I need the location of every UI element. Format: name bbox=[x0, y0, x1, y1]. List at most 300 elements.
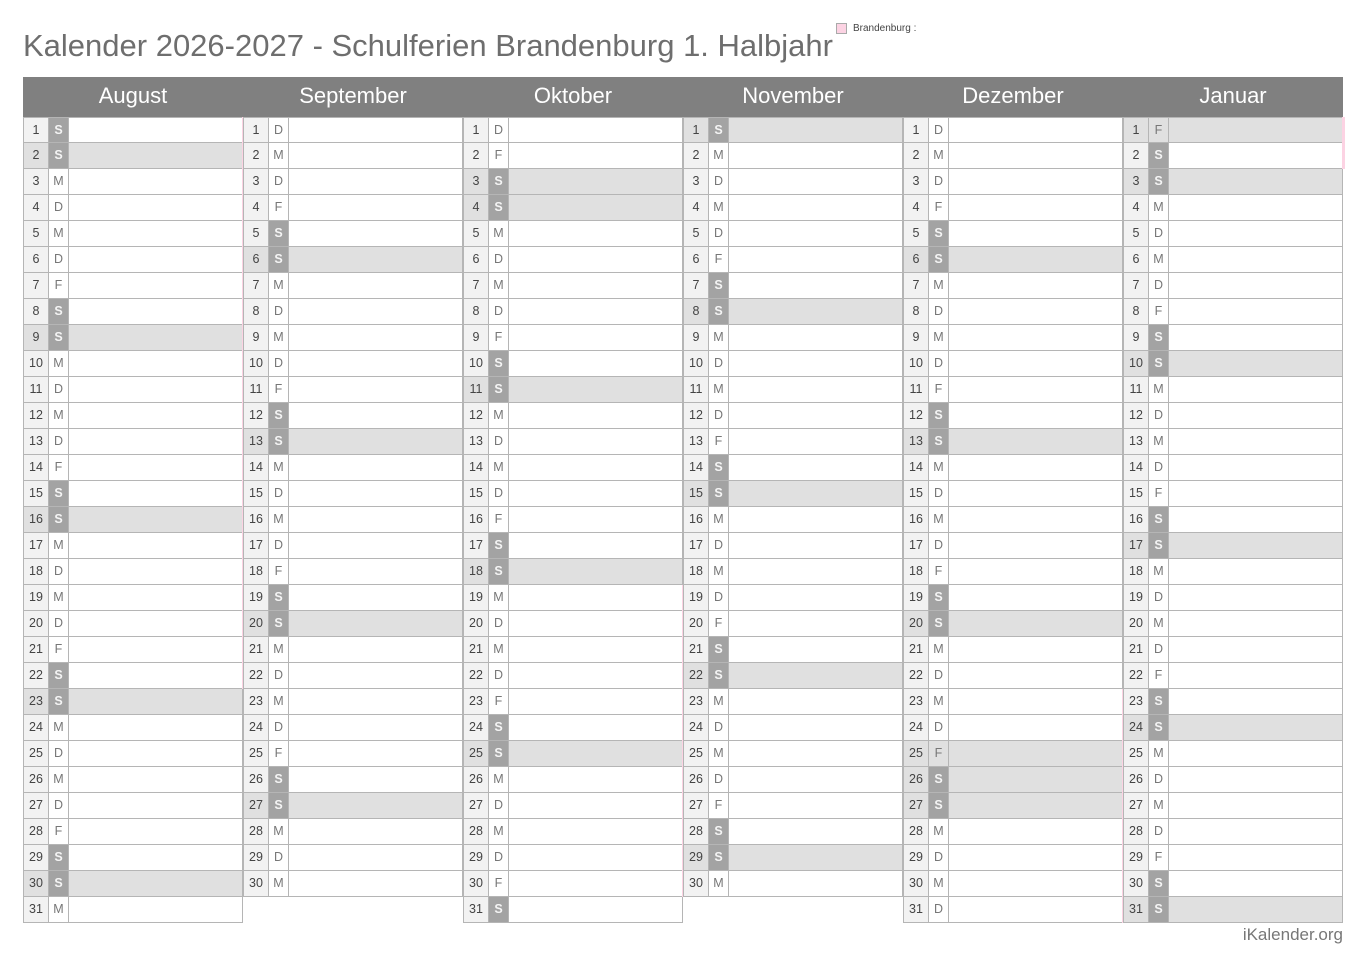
day-note-cell[interactable] bbox=[69, 741, 243, 766]
day-row[interactable] bbox=[903, 871, 1123, 897]
day-note-cell[interactable] bbox=[509, 377, 683, 402]
day-note-cell[interactable] bbox=[289, 195, 463, 220]
day-note-cell[interactable] bbox=[729, 689, 903, 714]
day-row[interactable] bbox=[903, 715, 1123, 741]
day-row[interactable] bbox=[463, 247, 683, 273]
day-row[interactable] bbox=[683, 273, 903, 299]
day-note-cell[interactable] bbox=[949, 169, 1123, 194]
day-note-cell[interactable] bbox=[1169, 507, 1343, 532]
day-row[interactable] bbox=[1123, 637, 1343, 663]
day-row[interactable] bbox=[463, 715, 683, 741]
day-note-cell[interactable] bbox=[69, 871, 243, 896]
day-note-cell[interactable] bbox=[1169, 247, 1343, 272]
day-row[interactable] bbox=[23, 195, 243, 221]
day-row[interactable] bbox=[243, 299, 463, 325]
day-row[interactable] bbox=[683, 169, 903, 195]
day-row[interactable] bbox=[23, 741, 243, 767]
day-note-cell[interactable] bbox=[1169, 481, 1343, 506]
day-row[interactable] bbox=[903, 793, 1123, 819]
day-row[interactable] bbox=[903, 767, 1123, 793]
day-row[interactable] bbox=[23, 533, 243, 559]
day-note-cell[interactable] bbox=[949, 819, 1123, 844]
day-note-cell[interactable] bbox=[509, 871, 683, 896]
day-note-cell[interactable] bbox=[289, 663, 463, 688]
day-row[interactable] bbox=[1123, 351, 1343, 377]
day-note-cell[interactable] bbox=[729, 793, 903, 818]
day-row[interactable] bbox=[23, 559, 243, 585]
day-note-cell[interactable] bbox=[949, 663, 1123, 688]
day-row[interactable] bbox=[463, 533, 683, 559]
day-note-cell[interactable] bbox=[289, 689, 463, 714]
day-note-cell[interactable] bbox=[1169, 533, 1343, 558]
day-row[interactable] bbox=[903, 325, 1123, 351]
day-row[interactable] bbox=[243, 273, 463, 299]
day-row[interactable] bbox=[1123, 247, 1343, 273]
day-row[interactable] bbox=[23, 481, 243, 507]
day-row[interactable] bbox=[903, 429, 1123, 455]
day-note-cell[interactable] bbox=[729, 585, 903, 610]
day-note-cell[interactable] bbox=[729, 767, 903, 792]
day-note-cell[interactable] bbox=[729, 611, 903, 636]
day-note-cell[interactable] bbox=[69, 429, 243, 454]
day-row[interactable] bbox=[243, 585, 463, 611]
day-note-cell[interactable] bbox=[69, 299, 243, 324]
day-note-cell[interactable] bbox=[69, 377, 243, 402]
day-row[interactable] bbox=[243, 767, 463, 793]
day-note-cell[interactable] bbox=[69, 559, 243, 584]
day-note-cell[interactable] bbox=[949, 118, 1123, 142]
day-row[interactable] bbox=[23, 871, 243, 897]
day-note-cell[interactable] bbox=[729, 663, 903, 688]
day-row[interactable] bbox=[243, 507, 463, 533]
day-row[interactable] bbox=[1123, 871, 1343, 897]
day-note-cell[interactable] bbox=[949, 143, 1123, 168]
day-row[interactable] bbox=[463, 767, 683, 793]
day-row[interactable] bbox=[23, 793, 243, 819]
day-note-cell[interactable] bbox=[729, 845, 903, 870]
day-note-cell[interactable] bbox=[949, 611, 1123, 636]
day-note-cell[interactable] bbox=[1169, 143, 1343, 168]
day-row[interactable] bbox=[243, 637, 463, 663]
day-row[interactable] bbox=[683, 819, 903, 845]
day-row[interactable] bbox=[23, 169, 243, 195]
day-note-cell[interactable] bbox=[949, 715, 1123, 740]
day-note-cell[interactable] bbox=[289, 169, 463, 194]
day-note-cell[interactable] bbox=[949, 689, 1123, 714]
day-note-cell[interactable] bbox=[289, 377, 463, 402]
day-note-cell[interactable] bbox=[949, 533, 1123, 558]
day-note-cell[interactable] bbox=[729, 819, 903, 844]
day-row[interactable] bbox=[23, 819, 243, 845]
day-row[interactable] bbox=[903, 897, 1123, 923]
day-row[interactable] bbox=[463, 377, 683, 403]
day-note-cell[interactable] bbox=[289, 247, 463, 272]
day-note-cell[interactable] bbox=[1169, 793, 1343, 818]
day-row[interactable] bbox=[463, 741, 683, 767]
day-row[interactable] bbox=[683, 871, 903, 897]
day-note-cell[interactable] bbox=[69, 325, 243, 350]
day-row[interactable] bbox=[1123, 299, 1343, 325]
day-note-cell[interactable] bbox=[729, 481, 903, 506]
day-note-cell[interactable] bbox=[289, 351, 463, 376]
day-row[interactable] bbox=[1123, 715, 1343, 741]
day-row[interactable] bbox=[1123, 117, 1343, 143]
day-row[interactable] bbox=[463, 585, 683, 611]
day-row[interactable] bbox=[903, 559, 1123, 585]
day-note-cell[interactable] bbox=[69, 611, 243, 636]
day-note-cell[interactable] bbox=[509, 637, 683, 662]
day-row[interactable] bbox=[1123, 507, 1343, 533]
day-row[interactable] bbox=[903, 533, 1123, 559]
day-row[interactable] bbox=[463, 143, 683, 169]
day-row[interactable] bbox=[463, 793, 683, 819]
day-row[interactable] bbox=[683, 637, 903, 663]
day-row[interactable] bbox=[463, 117, 683, 143]
day-note-cell[interactable] bbox=[69, 221, 243, 246]
day-row[interactable] bbox=[683, 351, 903, 377]
day-row[interactable] bbox=[243, 871, 463, 897]
day-row[interactable] bbox=[1123, 689, 1343, 715]
day-note-cell[interactable] bbox=[949, 767, 1123, 792]
day-row[interactable] bbox=[1123, 195, 1343, 221]
day-row[interactable] bbox=[23, 611, 243, 637]
day-row[interactable] bbox=[683, 793, 903, 819]
day-note-cell[interactable] bbox=[289, 221, 463, 246]
day-note-cell[interactable] bbox=[729, 143, 903, 168]
day-note-cell[interactable] bbox=[949, 559, 1123, 584]
day-row[interactable] bbox=[683, 429, 903, 455]
day-note-cell[interactable] bbox=[509, 325, 683, 350]
day-row[interactable] bbox=[243, 611, 463, 637]
day-note-cell[interactable] bbox=[729, 871, 903, 896]
day-note-cell[interactable] bbox=[69, 481, 243, 506]
day-note-cell[interactable] bbox=[1169, 325, 1343, 350]
day-row[interactable] bbox=[903, 637, 1123, 663]
day-note-cell[interactable] bbox=[509, 507, 683, 532]
day-row[interactable] bbox=[243, 533, 463, 559]
day-note-cell[interactable] bbox=[289, 481, 463, 506]
day-note-cell[interactable] bbox=[1169, 351, 1343, 376]
day-row[interactable] bbox=[903, 221, 1123, 247]
day-row[interactable] bbox=[243, 793, 463, 819]
day-note-cell[interactable] bbox=[1169, 767, 1343, 792]
day-row[interactable] bbox=[683, 299, 903, 325]
day-note-cell[interactable] bbox=[729, 559, 903, 584]
day-row[interactable] bbox=[683, 845, 903, 871]
day-row[interactable] bbox=[1123, 741, 1343, 767]
day-note-cell[interactable] bbox=[69, 689, 243, 714]
day-row[interactable] bbox=[463, 403, 683, 429]
day-row[interactable] bbox=[1123, 793, 1343, 819]
day-note-cell[interactable] bbox=[949, 507, 1123, 532]
day-row[interactable] bbox=[903, 351, 1123, 377]
day-row[interactable] bbox=[23, 351, 243, 377]
day-note-cell[interactable] bbox=[289, 533, 463, 558]
day-row[interactable] bbox=[903, 143, 1123, 169]
day-note-cell[interactable] bbox=[509, 663, 683, 688]
day-row[interactable] bbox=[683, 325, 903, 351]
day-note-cell[interactable] bbox=[69, 533, 243, 558]
day-row[interactable] bbox=[23, 221, 243, 247]
day-note-cell[interactable] bbox=[1169, 663, 1343, 688]
day-note-cell[interactable] bbox=[729, 325, 903, 350]
day-note-cell[interactable] bbox=[1169, 429, 1343, 454]
day-note-cell[interactable] bbox=[1169, 715, 1343, 740]
day-note-cell[interactable] bbox=[69, 247, 243, 272]
day-row[interactable] bbox=[23, 247, 243, 273]
day-row[interactable] bbox=[243, 715, 463, 741]
day-note-cell[interactable] bbox=[1169, 585, 1343, 610]
day-row[interactable] bbox=[903, 299, 1123, 325]
day-note-cell[interactable] bbox=[1169, 897, 1343, 922]
day-note-cell[interactable] bbox=[69, 455, 243, 480]
day-note-cell[interactable] bbox=[1169, 741, 1343, 766]
day-row[interactable] bbox=[1123, 169, 1343, 195]
day-note-cell[interactable] bbox=[509, 481, 683, 506]
day-row[interactable] bbox=[903, 845, 1123, 871]
day-note-cell[interactable] bbox=[729, 299, 903, 324]
day-note-cell[interactable] bbox=[69, 195, 243, 220]
day-row[interactable] bbox=[243, 377, 463, 403]
day-row[interactable] bbox=[683, 455, 903, 481]
day-row[interactable] bbox=[243, 663, 463, 689]
day-row[interactable] bbox=[243, 559, 463, 585]
day-note-cell[interactable] bbox=[69, 118, 243, 142]
day-row[interactable] bbox=[1123, 325, 1343, 351]
day-note-cell[interactable] bbox=[509, 793, 683, 818]
day-row[interactable] bbox=[463, 169, 683, 195]
day-row[interactable] bbox=[903, 819, 1123, 845]
day-note-cell[interactable] bbox=[509, 118, 683, 142]
day-note-cell[interactable] bbox=[509, 715, 683, 740]
day-note-cell[interactable] bbox=[289, 143, 463, 168]
day-note-cell[interactable] bbox=[729, 195, 903, 220]
day-note-cell[interactable] bbox=[949, 741, 1123, 766]
day-note-cell[interactable] bbox=[69, 143, 243, 168]
day-row[interactable] bbox=[23, 299, 243, 325]
day-row[interactable] bbox=[463, 871, 683, 897]
day-note-cell[interactable] bbox=[1169, 611, 1343, 636]
day-note-cell[interactable] bbox=[509, 403, 683, 428]
day-note-cell[interactable] bbox=[949, 793, 1123, 818]
day-row[interactable] bbox=[903, 663, 1123, 689]
day-row[interactable] bbox=[23, 455, 243, 481]
day-row[interactable] bbox=[683, 611, 903, 637]
day-note-cell[interactable] bbox=[1169, 845, 1343, 870]
day-row[interactable] bbox=[903, 481, 1123, 507]
day-note-cell[interactable] bbox=[729, 169, 903, 194]
day-note-cell[interactable] bbox=[1169, 403, 1343, 428]
day-note-cell[interactable] bbox=[509, 741, 683, 766]
day-note-cell[interactable] bbox=[729, 715, 903, 740]
day-note-cell[interactable] bbox=[1169, 819, 1343, 844]
day-note-cell[interactable] bbox=[289, 637, 463, 662]
day-note-cell[interactable] bbox=[289, 845, 463, 870]
day-note-cell[interactable] bbox=[729, 533, 903, 558]
day-row[interactable] bbox=[463, 897, 683, 923]
day-row[interactable] bbox=[243, 117, 463, 143]
day-note-cell[interactable] bbox=[69, 507, 243, 532]
day-note-cell[interactable] bbox=[69, 403, 243, 428]
day-note-cell[interactable] bbox=[1169, 169, 1343, 194]
day-row[interactable] bbox=[23, 143, 243, 169]
day-row[interactable] bbox=[463, 663, 683, 689]
day-row[interactable] bbox=[23, 845, 243, 871]
day-note-cell[interactable] bbox=[729, 377, 903, 402]
day-note-cell[interactable] bbox=[949, 273, 1123, 298]
day-row[interactable] bbox=[683, 221, 903, 247]
day-note-cell[interactable] bbox=[1169, 689, 1343, 714]
day-row[interactable] bbox=[1123, 455, 1343, 481]
day-note-cell[interactable] bbox=[509, 533, 683, 558]
day-note-cell[interactable] bbox=[69, 845, 243, 870]
day-note-cell[interactable] bbox=[1169, 871, 1343, 896]
day-row[interactable] bbox=[463, 351, 683, 377]
day-row[interactable] bbox=[1123, 273, 1343, 299]
day-row[interactable] bbox=[243, 481, 463, 507]
day-note-cell[interactable] bbox=[949, 845, 1123, 870]
day-row[interactable] bbox=[463, 507, 683, 533]
day-row[interactable] bbox=[1123, 403, 1343, 429]
day-row[interactable] bbox=[1123, 767, 1343, 793]
day-note-cell[interactable] bbox=[729, 507, 903, 532]
day-row[interactable] bbox=[903, 377, 1123, 403]
day-row[interactable] bbox=[903, 195, 1123, 221]
day-note-cell[interactable] bbox=[949, 221, 1123, 246]
day-note-cell[interactable] bbox=[509, 559, 683, 584]
day-note-cell[interactable] bbox=[69, 585, 243, 610]
day-note-cell[interactable] bbox=[729, 403, 903, 428]
day-note-cell[interactable] bbox=[289, 299, 463, 324]
day-note-cell[interactable] bbox=[289, 559, 463, 584]
day-note-cell[interactable] bbox=[69, 169, 243, 194]
day-row[interactable] bbox=[903, 117, 1123, 143]
day-row[interactable] bbox=[243, 143, 463, 169]
day-note-cell[interactable] bbox=[509, 221, 683, 246]
day-row[interactable] bbox=[683, 689, 903, 715]
day-row[interactable] bbox=[243, 195, 463, 221]
day-row[interactable] bbox=[683, 767, 903, 793]
day-note-cell[interactable] bbox=[949, 377, 1123, 402]
day-note-cell[interactable] bbox=[949, 299, 1123, 324]
day-row[interactable] bbox=[1123, 897, 1343, 923]
day-row[interactable] bbox=[1123, 533, 1343, 559]
day-note-cell[interactable] bbox=[289, 793, 463, 818]
day-note-cell[interactable] bbox=[509, 169, 683, 194]
day-row[interactable] bbox=[1123, 819, 1343, 845]
day-note-cell[interactable] bbox=[69, 715, 243, 740]
day-note-cell[interactable] bbox=[729, 118, 903, 142]
day-note-cell[interactable] bbox=[69, 351, 243, 376]
day-note-cell[interactable] bbox=[289, 325, 463, 350]
day-note-cell[interactable] bbox=[949, 325, 1123, 350]
day-row[interactable] bbox=[23, 897, 243, 923]
day-note-cell[interactable] bbox=[1169, 273, 1343, 298]
day-note-cell[interactable] bbox=[289, 273, 463, 298]
day-note-cell[interactable] bbox=[1169, 637, 1343, 662]
day-row[interactable] bbox=[463, 689, 683, 715]
day-row[interactable] bbox=[903, 169, 1123, 195]
day-row[interactable] bbox=[683, 663, 903, 689]
day-row[interactable] bbox=[243, 351, 463, 377]
day-row[interactable] bbox=[903, 455, 1123, 481]
day-row[interactable] bbox=[463, 845, 683, 871]
day-note-cell[interactable] bbox=[949, 585, 1123, 610]
day-note-cell[interactable] bbox=[1169, 195, 1343, 220]
day-row[interactable] bbox=[463, 273, 683, 299]
day-note-cell[interactable] bbox=[949, 247, 1123, 272]
day-note-cell[interactable] bbox=[289, 819, 463, 844]
day-note-cell[interactable] bbox=[509, 897, 683, 922]
day-note-cell[interactable] bbox=[509, 273, 683, 298]
day-note-cell[interactable] bbox=[509, 299, 683, 324]
day-note-cell[interactable] bbox=[729, 351, 903, 376]
day-note-cell[interactable] bbox=[1169, 455, 1343, 480]
day-row[interactable] bbox=[1123, 481, 1343, 507]
day-note-cell[interactable] bbox=[1169, 299, 1343, 324]
day-note-cell[interactable] bbox=[289, 403, 463, 428]
day-row[interactable] bbox=[903, 403, 1123, 429]
day-row[interactable] bbox=[463, 559, 683, 585]
day-note-cell[interactable] bbox=[509, 195, 683, 220]
day-row[interactable] bbox=[463, 611, 683, 637]
day-row[interactable] bbox=[1123, 221, 1343, 247]
day-row[interactable] bbox=[23, 377, 243, 403]
day-row[interactable] bbox=[903, 247, 1123, 273]
day-row[interactable] bbox=[683, 247, 903, 273]
day-note-cell[interactable] bbox=[289, 507, 463, 532]
day-row[interactable] bbox=[463, 195, 683, 221]
day-note-cell[interactable] bbox=[949, 429, 1123, 454]
day-row[interactable] bbox=[243, 221, 463, 247]
day-row[interactable] bbox=[903, 273, 1123, 299]
day-row[interactable] bbox=[23, 117, 243, 143]
day-row[interactable] bbox=[243, 247, 463, 273]
day-row[interactable] bbox=[243, 325, 463, 351]
day-row[interactable] bbox=[683, 715, 903, 741]
day-row[interactable] bbox=[23, 273, 243, 299]
day-note-cell[interactable] bbox=[1169, 118, 1343, 142]
day-note-cell[interactable] bbox=[509, 455, 683, 480]
day-row[interactable] bbox=[903, 611, 1123, 637]
day-row[interactable] bbox=[1123, 143, 1343, 169]
day-note-cell[interactable] bbox=[949, 481, 1123, 506]
day-row[interactable] bbox=[23, 585, 243, 611]
day-row[interactable] bbox=[463, 299, 683, 325]
day-row[interactable] bbox=[463, 455, 683, 481]
day-row[interactable] bbox=[243, 169, 463, 195]
day-row[interactable] bbox=[683, 507, 903, 533]
day-row[interactable] bbox=[903, 741, 1123, 767]
day-row[interactable] bbox=[463, 325, 683, 351]
day-row[interactable] bbox=[1123, 845, 1343, 871]
day-note-cell[interactable] bbox=[509, 143, 683, 168]
day-note-cell[interactable] bbox=[949, 871, 1123, 896]
day-note-cell[interactable] bbox=[729, 221, 903, 246]
day-note-cell[interactable] bbox=[289, 429, 463, 454]
day-row[interactable] bbox=[683, 403, 903, 429]
day-row[interactable] bbox=[463, 429, 683, 455]
day-row[interactable] bbox=[463, 819, 683, 845]
day-row[interactable] bbox=[243, 403, 463, 429]
day-note-cell[interactable] bbox=[289, 715, 463, 740]
day-row[interactable] bbox=[463, 221, 683, 247]
day-note-cell[interactable] bbox=[729, 273, 903, 298]
day-row[interactable] bbox=[683, 533, 903, 559]
day-row[interactable] bbox=[23, 507, 243, 533]
day-note-cell[interactable] bbox=[69, 273, 243, 298]
day-note-cell[interactable] bbox=[509, 767, 683, 792]
